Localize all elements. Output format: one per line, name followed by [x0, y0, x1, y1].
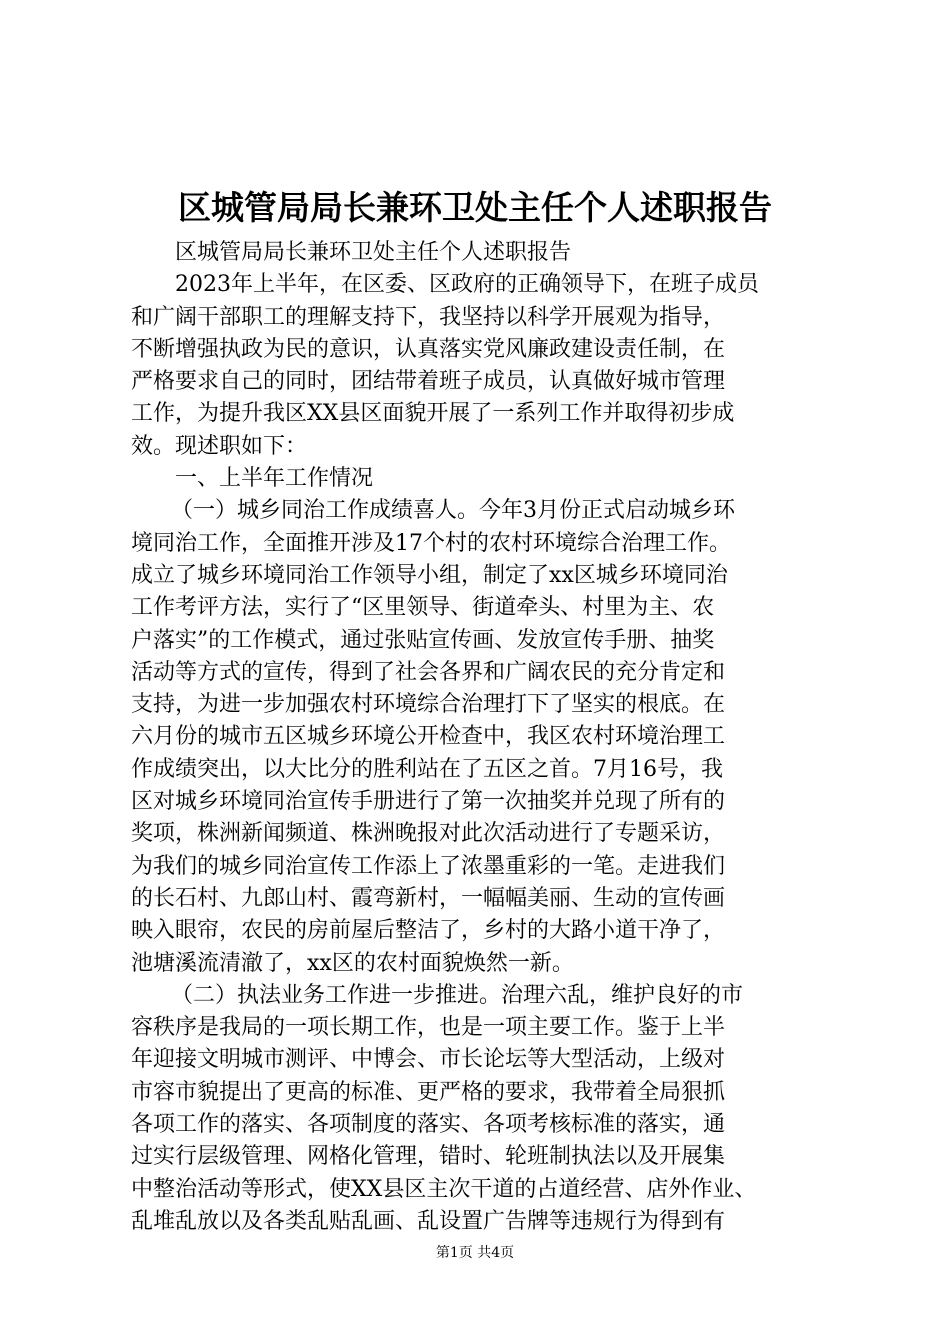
paragraph-line: 区对城乡环境同治宣传手册进行了第一次抽奖并兑现了所有的	[131, 789, 726, 815]
paragraph-line: 池塘溪流清澈了，xx区的农村面貌焕然一新。	[131, 950, 574, 976]
paragraph-line: 容秩序是我局的一项长期工作，也是一项主要工作。鉴于上半	[131, 1015, 726, 1041]
paragraph-line: 年迎接文明城市测评、中博会、市长论坛等大型活动，上级对	[131, 1047, 726, 1073]
paragraph-line: 为我们的城乡同治宣传工作添上了浓墨重彩的一笔。走进我们	[131, 853, 726, 879]
paragraph-line: 各项工作的落实、各项制度的落实、各项考核标准的落实，通	[131, 1112, 726, 1138]
paragraph-line: 乱堆乱放以及各类乱贴乱画、乱设置广告牌等违规行为得到有	[131, 1208, 726, 1234]
paragraph-line: 的长石村、九郎山村、霞弯新村，一幅幅美丽、生动的宣传画	[131, 885, 726, 911]
paragraph-line: 活动等方式的宣传，得到了社会各界和广阔农民的充分肯定和	[131, 659, 726, 685]
paragraph-line: （一）城乡同治工作成绩喜人。今年3月份正式启动城乡环	[171, 498, 735, 524]
paragraph-line: 支持，为进一步加强农村环境综合治理打下了坚实的根底。在	[131, 692, 726, 718]
page-number-footer: 第1页 共4页	[435, 1245, 515, 1261]
paragraph-line: 作成绩突出，以大比分的胜利站在了五区之首。7月16号，我	[131, 756, 723, 782]
paragraph-line: 六月份的城市五区城乡环境公开检查中，我区农村环境治理工	[131, 724, 726, 750]
paragraph-line: 工作考评方法，实行了“区里领导、街道牵头、村里为主、农	[131, 595, 715, 621]
paragraph-line: 2023年上半年，在区委、区政府的正确领导下，在班子成员	[175, 272, 759, 298]
paragraph-line: 市容市貌提出了更高的标准、更严格的要求，我带着全局狠抓	[131, 1079, 726, 1105]
paragraph-line: 境同治工作，全面推开涉及17个村的农村环境综合治理工作。	[131, 530, 731, 556]
paragraph-line: 工作，为提升我区XX县区面貌开展了一系列工作并取得初步成	[131, 401, 735, 427]
paragraph-line: 户落实”的工作模式，通过张贴宣传画、发放宣传手册、抽奖	[131, 627, 715, 653]
document-title: 区城管局局长兼环卫处主任个人述职报告	[178, 188, 772, 227]
section-heading: 一、上半年工作情况	[175, 466, 374, 492]
paragraph-line: 不断增强执政为民的意识，认真落实党风廉政建设责任制，在	[131, 336, 726, 362]
paragraph-line: 效。现述职如下：	[131, 433, 308, 459]
paragraph-line: 严格要求自己的同时，团结带着班子成员，认真做好城市管理	[131, 369, 726, 395]
paragraph-line: （二）执法业务工作进一步推进。治理六乱，维护良好的市	[171, 982, 744, 1008]
paragraph-line: 和广阔干部职工的理解支持下，我坚持以科学开展观为指导，	[131, 304, 726, 330]
paragraph-line: 过实行层级管理、网格化管理，错时、轮班制执法以及开展集	[131, 1144, 726, 1170]
document-body	[131, 237, 831, 1238]
paragraph-line: 成立了城乡环境同治工作领导小组，制定了xx区城乡环境同治	[131, 562, 728, 588]
subtitle-line: 区城管局局长兼环卫处主任个人述职报告	[175, 240, 572, 265]
paragraph-line: 映入眼帘，农民的房前屋后整洁了，乡村的大路小道干净了，	[131, 918, 726, 944]
paragraph-line: 中整治活动等形式，使XX县区主次干道的占道经营、店外作业、	[131, 1176, 757, 1202]
paragraph-line: 奖项，株洲新闻频道、株洲晚报对此次活动进行了专题采访，	[131, 821, 726, 847]
